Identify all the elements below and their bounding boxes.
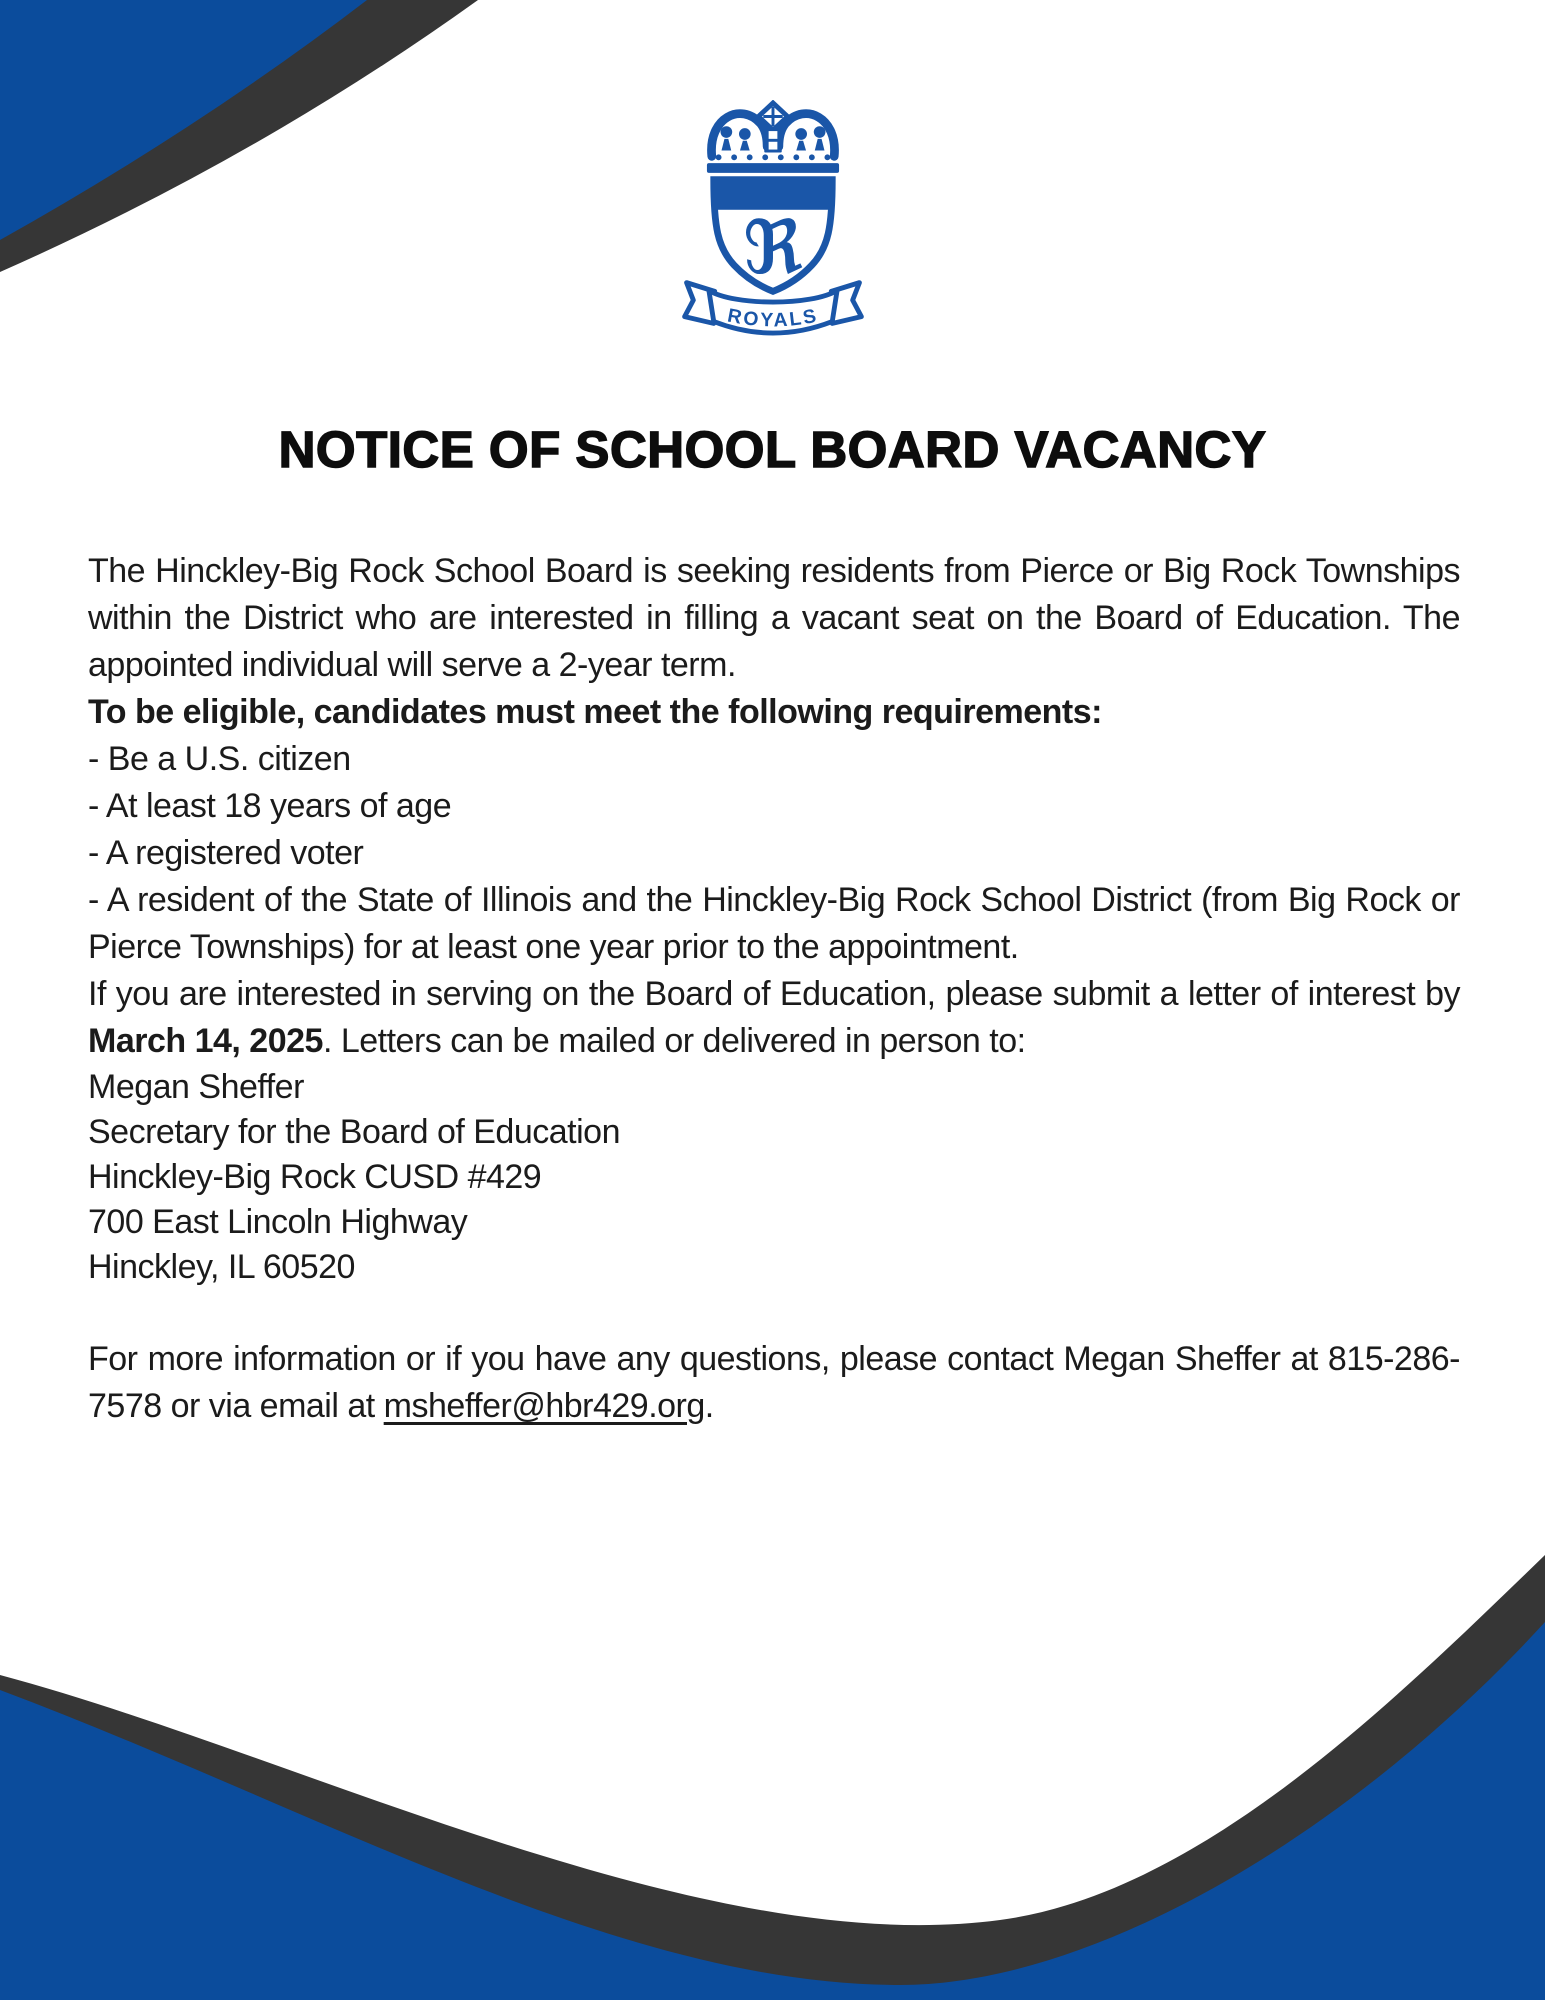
address-line-role: Secretary for the Board of Education	[88, 1113, 620, 1151]
royals-crest-logo	[675, 100, 871, 338]
crown-icon	[706, 103, 838, 173]
intro-paragraph: The Hinckley-Big Rock School Board is seeking residents from Pierce or Big Rock Townships within the District who are interested in filling a vacant seat on the Board of Education. The appointed individual will serve a 2-year term.	[88, 552, 1460, 684]
interest-paragraph	[88, 971, 1460, 1065]
contact-paragraph	[88, 1336, 1460, 1430]
top-left-wave-decoration	[0, 0, 500, 300]
contact-text: For more information or if you have any questions, please contact Megan Sheffer at 815-286-7578 or via email at	[88, 1340, 1460, 1425]
shield-icon	[709, 177, 835, 292]
interest-text-after: . Letters can be mailed or delivered in person to:	[322, 1022, 1026, 1060]
notice-body	[88, 548, 1460, 1430]
address-line-city: Hinckley, IL 60520	[88, 1248, 355, 1286]
requirement-item: - Be a U.S. citizen	[88, 740, 351, 778]
interest-text: If you are interested in serving on the Board of Education, please submit a letter of interest by	[88, 975, 1460, 1013]
page-title: NOTICE OF SCHOOL BOARD VACANCY	[278, 421, 1267, 478]
requirement-item: - A resident of the State of Illinois and the Hinckley-Big Rock School District (from Big Rock or Pierce Townships) for at least one year prior to the appointment.	[88, 881, 1460, 966]
deadline-date: March 14, 2025	[88, 1022, 323, 1060]
address-line-district: Hinckley-Big Rock CUSD #429	[88, 1158, 542, 1196]
shield-monogram: ℜ	[742, 204, 803, 291]
email-link[interactable]: msheffer@hbr429.org	[383, 1387, 705, 1425]
requirement-item: - At least 18 years of age	[88, 787, 452, 825]
requirement-item: - A registered voter	[88, 834, 364, 872]
mailing-address-block	[88, 1065, 1460, 1290]
banner-label: ROYALS	[725, 304, 820, 332]
address-line-street: 700 East Lincoln Highway	[88, 1203, 468, 1241]
contact-text-after: .	[704, 1387, 714, 1425]
bottom-wave-decoration	[0, 1540, 1545, 2000]
requirements-heading: To be eligible, candidates must meet the following requirements:	[88, 693, 1102, 731]
address-line-name: Megan Sheffer	[88, 1068, 304, 1106]
